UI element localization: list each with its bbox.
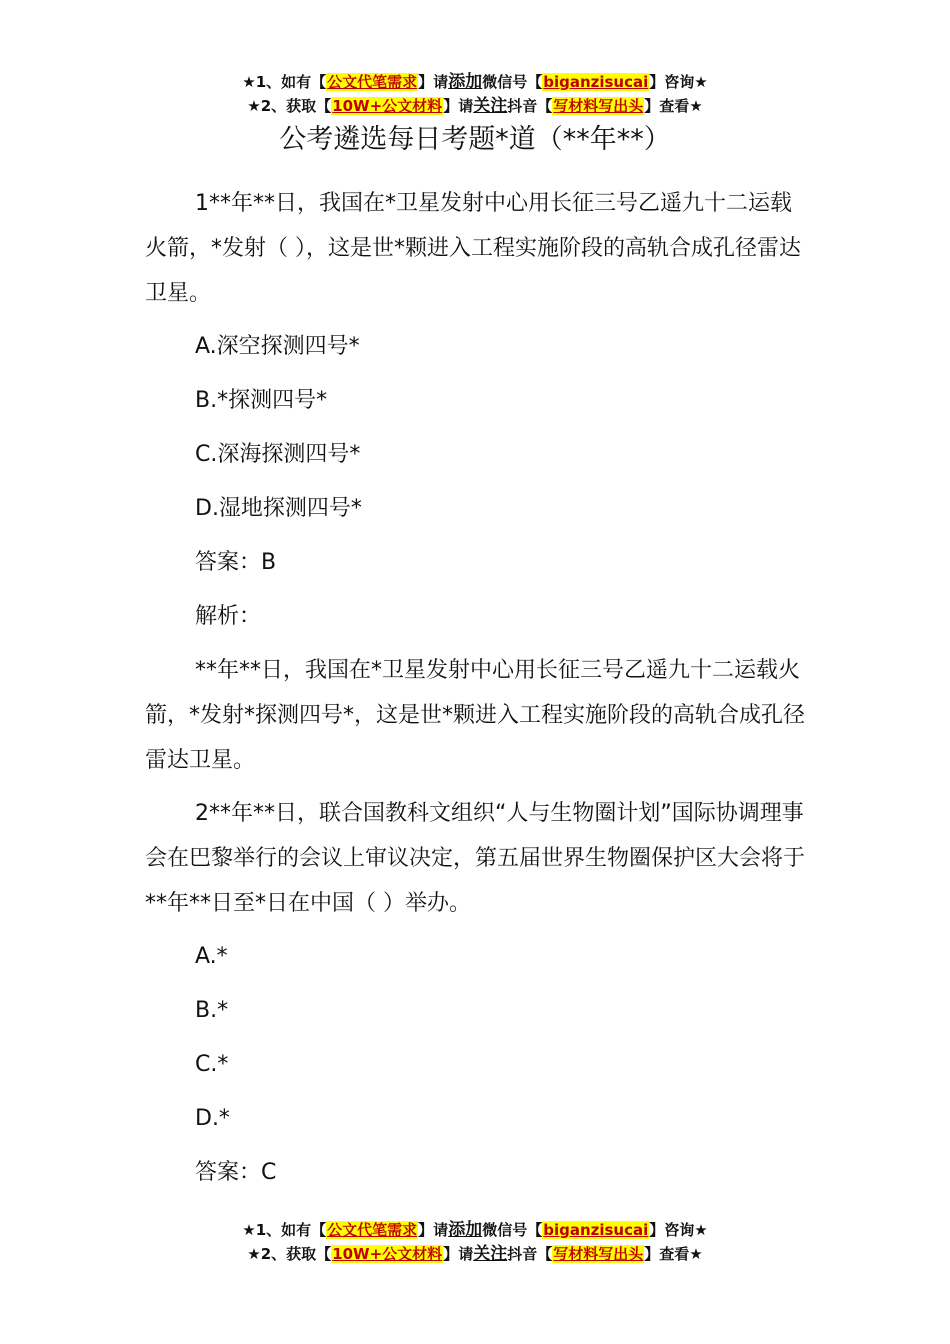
- promo-text: ★1、如有【: [242, 1221, 327, 1239]
- promo-banner-top: [0, 70, 950, 118]
- promo-text: ★2、获取【: [247, 1245, 332, 1263]
- q1-answer: 答案：B: [195, 550, 277, 575]
- promo-text: ★1、如有【: [242, 73, 327, 91]
- promo-line-2: [0, 94, 950, 118]
- q2-answer: 答案：C: [195, 1160, 277, 1185]
- promo-text: ★2、获取【: [247, 97, 332, 115]
- promo-underline: 关注: [473, 1244, 508, 1264]
- promo-text: 】咨询★: [649, 73, 708, 91]
- promo-text: 】咨询★: [649, 1221, 708, 1239]
- promo-line-2: [0, 1242, 950, 1266]
- promo-text: 】请: [443, 97, 474, 115]
- document-body: [145, 181, 810, 1204]
- question-1-stem: 1**年**日，我国在*卫星发射中心用长征三号乙遥九十二运载火箭，*发射（ ），这是世*颗进入工程实施阶段的高轨合成孔径雷达卫星。: [145, 191, 801, 306]
- q1-option-b: B.*探测四号*: [195, 388, 328, 413]
- douyin-id-highlight: 写材料写出头: [553, 97, 644, 115]
- promo-text: 抖音【: [507, 1245, 553, 1263]
- q1-analysis-label: 解析：: [195, 604, 262, 629]
- q1-option-d: D.湿地探测四号*: [195, 496, 362, 521]
- q1-analysis: **年**日，我国在*卫星发射中心用长征三号乙遥九十二运载火箭，*发射*探测四号*，这是世*颗进入工程实施阶段的高轨合成孔径雷达卫星。: [145, 658, 806, 773]
- q1-option-c: C.深海探测四号*: [195, 442, 361, 467]
- page-title: 公考遴选每日考题*道（**年**）: [279, 124, 671, 155]
- question-2-stem: 2**年**日，联合国教科文组织“人与生物圈计划”国际协调理事会在巴黎举行的会议上审议决定，第五届世界生物圈保护区大会将于**年**日至*日在中国（ ）举办。: [145, 801, 806, 916]
- promo-text: 】请: [418, 73, 449, 91]
- promo-text: 微信号【: [482, 73, 543, 91]
- promo-text: 】查看★: [644, 97, 703, 115]
- promo-text: 】请: [443, 1245, 474, 1263]
- promo-highlight: 公文代笔需求: [327, 73, 418, 91]
- promo-underline: 添加: [448, 1220, 483, 1240]
- promo-highlight: 公文代笔需求: [327, 1221, 418, 1239]
- promo-underline: 关注: [473, 96, 508, 116]
- promo-line-1: [0, 70, 950, 94]
- promo-highlight: 10W+公文材料: [332, 97, 443, 115]
- promo-highlight: 10W+公文材料: [332, 1245, 443, 1263]
- q2-option-d: D.*: [195, 1106, 230, 1131]
- douyin-id-highlight: 写材料写出头: [553, 1245, 644, 1263]
- q2-option-a: A.*: [195, 944, 228, 969]
- q2-option-c: C.*: [195, 1052, 229, 1077]
- promo-text: 微信号【: [482, 1221, 543, 1239]
- promo-text: 抖音【: [507, 97, 553, 115]
- wechat-id-highlight: biganzisucai: [543, 73, 649, 91]
- q2-option-b: B.*: [195, 998, 229, 1023]
- promo-underline: 添加: [448, 72, 483, 92]
- promo-banner-bottom: [0, 1218, 950, 1266]
- promo-text: 】请: [418, 1221, 449, 1239]
- q1-option-a: A.深空探测四号*: [195, 334, 360, 359]
- promo-text: 】查看★: [644, 1245, 703, 1263]
- wechat-id-highlight: biganzisucai: [543, 1221, 649, 1239]
- promo-line-1: [0, 1218, 950, 1242]
